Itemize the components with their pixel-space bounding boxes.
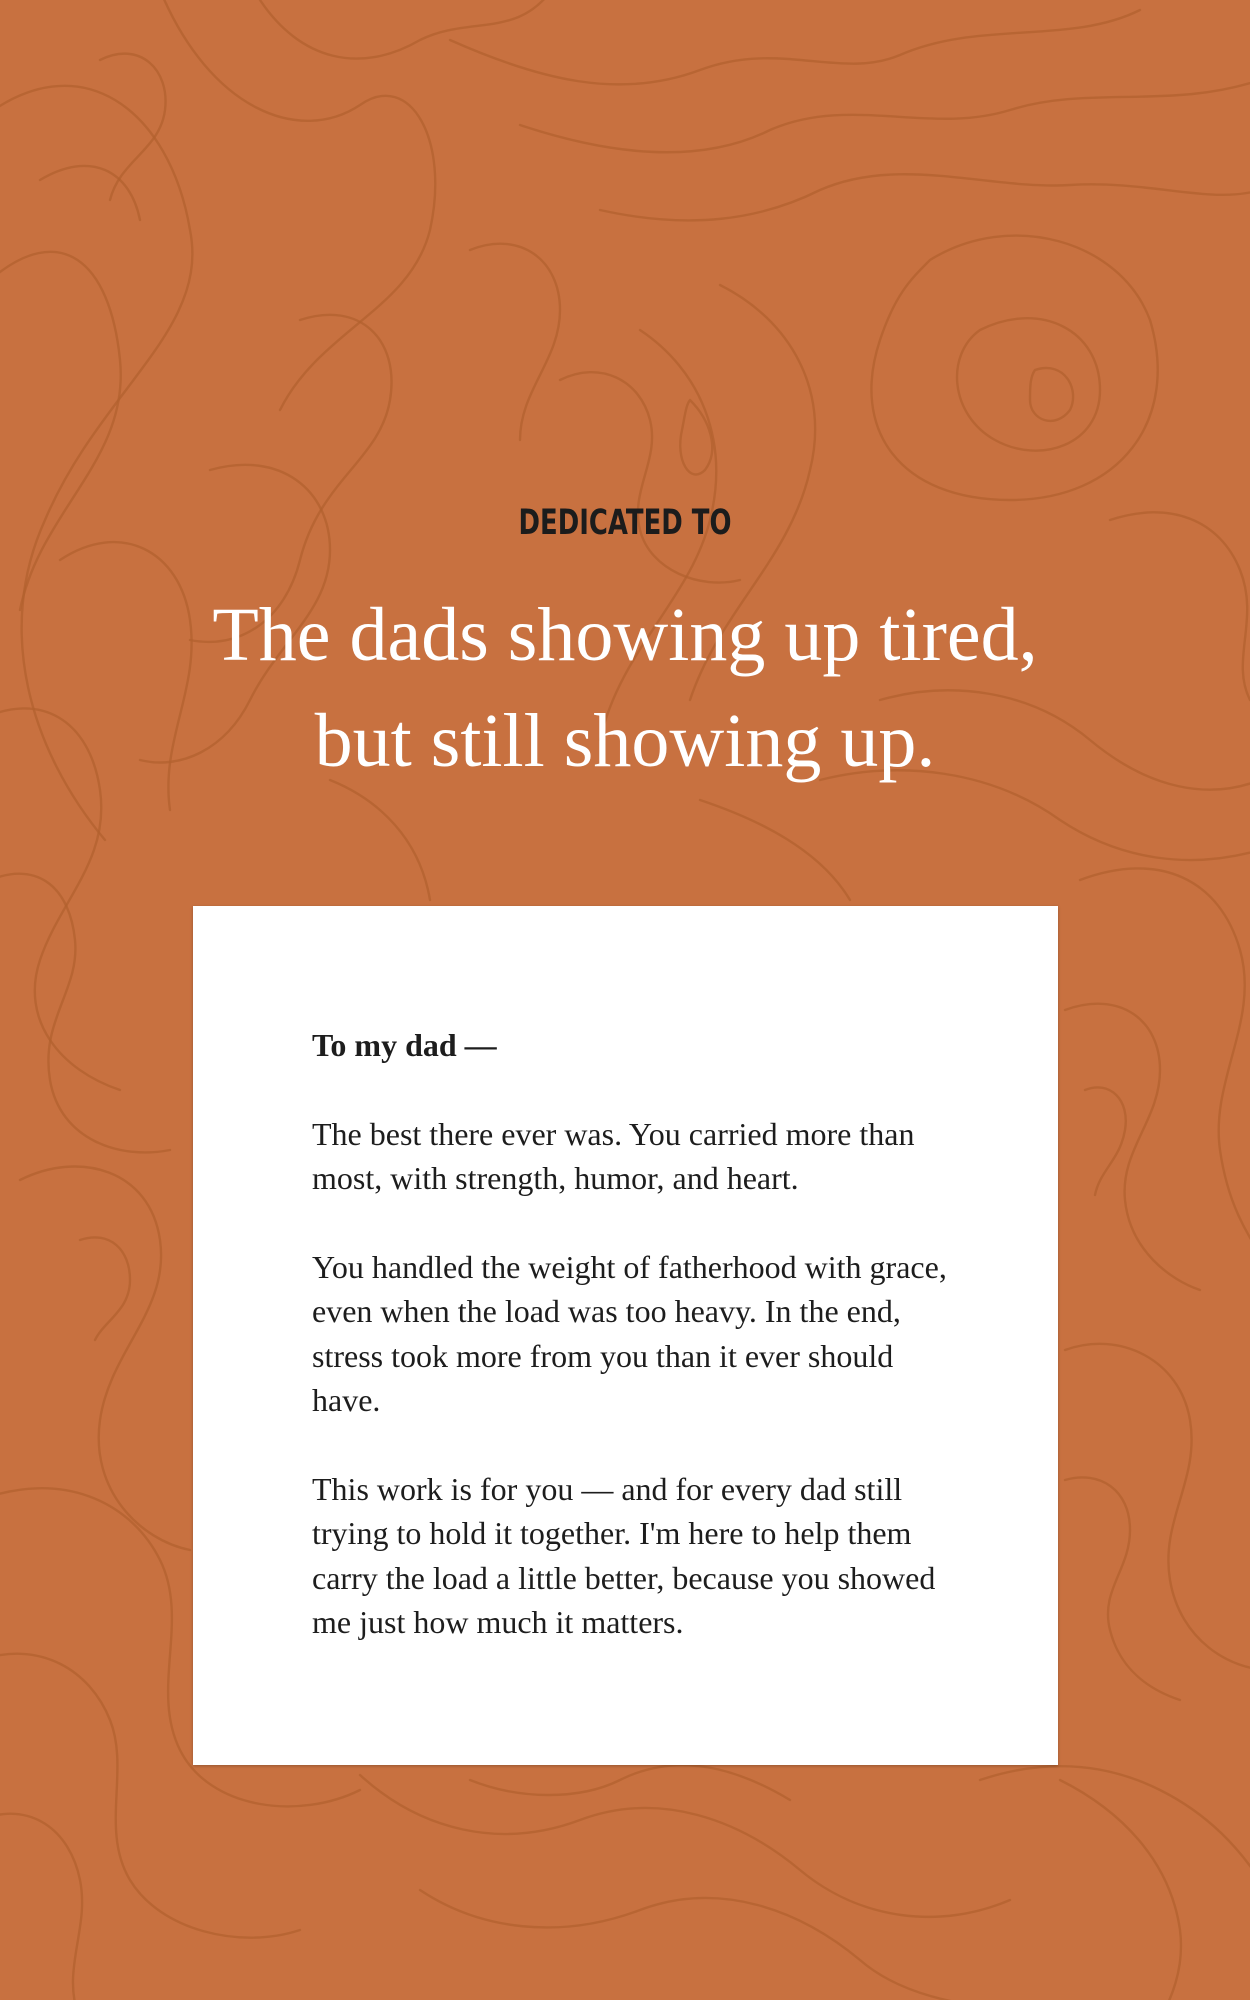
letter-paragraph: This work is for you — and for every dad still trying to hold it together. I'm here to help them carry the load a little better, because you showed me just how much it matters.	[312, 1470, 936, 1640]
letter-salutation: To my dad —	[312, 1027, 497, 1063]
letter-body	[312, 1023, 952, 1645]
letter-card	[193, 906, 1058, 1765]
letter-paragraph: You handled the weight of fatherhood with grace, even when the load was too heavy. In the end, stress took more from you than it ever should have.	[312, 1248, 947, 1418]
headline-line: but still showing up.	[314, 699, 936, 783]
headline-line: The dads showing up tired,	[212, 593, 1038, 677]
dedication-eyebrow: DEDICATED TO	[518, 503, 732, 543]
dedication-headline	[125, 582, 1125, 794]
letter-paragraph: The best there ever was. You carried more than most, with strength, humor, and heart.	[312, 1115, 915, 1196]
